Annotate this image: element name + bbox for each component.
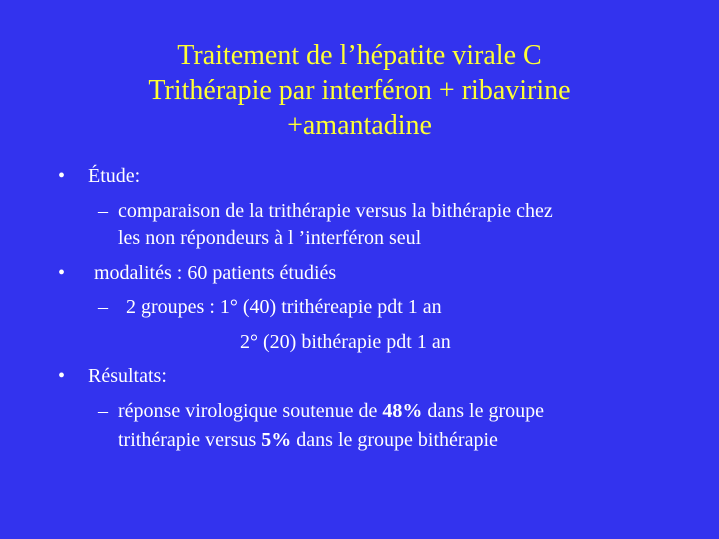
etude-label: Étude: — [88, 165, 141, 187]
bullet-resultats: • — [58, 365, 66, 387]
modalites-sub-line-1: 2 groupes : 1° (40) trithéreapie pdt 1 an — [126, 296, 442, 318]
bullet-etude: • — [58, 165, 66, 187]
dash-etude: – — [98, 200, 108, 222]
resultats-line2-post: dans le groupe bithérapie — [291, 429, 498, 451]
title-line-3: +amantadine — [287, 110, 432, 141]
resultats-value-48: 48% — [382, 400, 423, 422]
resultats-line2-pre: trithérapie versus — [118, 429, 262, 451]
etude-sub-line-2: les non répondeurs à l ’interféron seul — [118, 227, 422, 249]
resultats-sub-line-2 — [118, 428, 498, 452]
etude-sub-line-1: comparaison de la trithérapie versus la bithérapie chez — [118, 200, 553, 222]
resultats-label: Résultats: — [88, 365, 167, 387]
modalites-label: modalités : 60 patients étudiés — [94, 262, 337, 284]
modalites-sub-line-2: 2° (20) bithérapie pdt 1 an — [240, 331, 451, 353]
title-line-1: Traitement de l’hépatite virale C — [177, 40, 542, 71]
resultats-sub-line-1 — [118, 399, 544, 423]
bullet-modalites: • — [58, 262, 66, 284]
dash-modalites: – — [98, 296, 108, 318]
slide-title — [0, 38, 719, 143]
dash-resultats: – — [98, 400, 108, 422]
resultats-value-5: 5% — [261, 429, 292, 451]
resultats-line1-post: dans le groupe — [422, 400, 545, 422]
resultats-line1-pre: réponse virologique soutenue de — [118, 400, 383, 422]
title-line-2: Trithérapie par interféron + ribavirine — [148, 75, 571, 106]
